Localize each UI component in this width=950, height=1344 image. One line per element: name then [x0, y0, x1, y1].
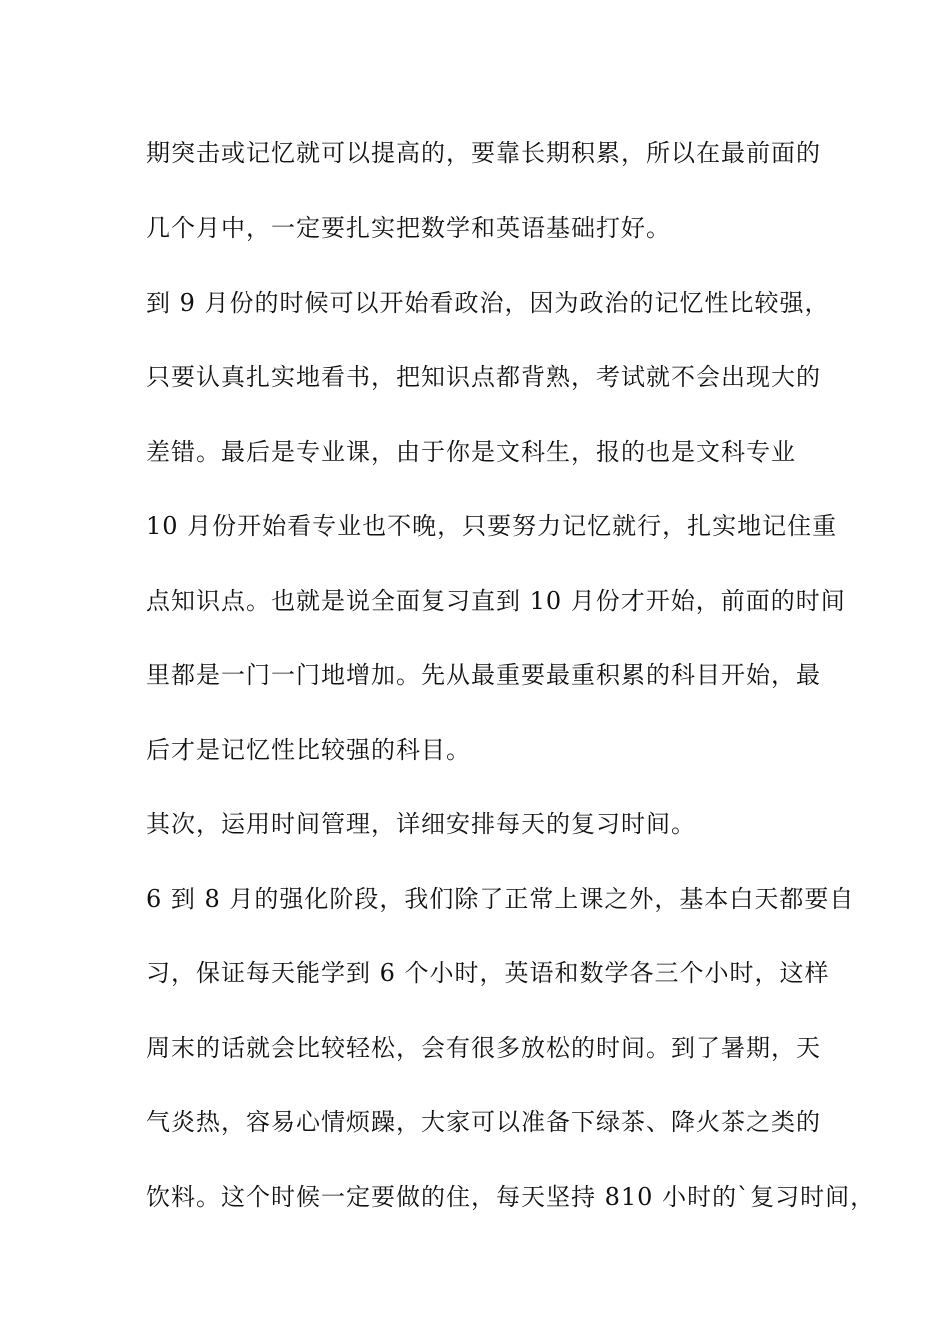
- text-line-12: 习，保证每天能学到 6 个小时，英语和数学各三个小时，这样: [146, 959, 830, 987]
- text-line-7: 点知识点。也就是说全面复习直到 10 月份才开始，前面的时间: [146, 587, 846, 615]
- text-line-15: 饮料。这个时候一定要做的住，每天坚持 810 小时的`复习时间，: [146, 1183, 876, 1211]
- text-line-3: 到 9 月份的时候可以开始看政治，因为政治的记忆性比较强，: [146, 289, 830, 317]
- text-line-10: 其次，运用时间管理，详细安排每天的复习时间。: [146, 810, 696, 838]
- text-line-2: 几个月中，一定要扎实把数学和英语基础打好。: [146, 214, 671, 242]
- text-line-9: 后才是记忆性比较强的科目。: [146, 736, 471, 764]
- text-line-4: 只要认真扎实地看书，把知识点都背熟，考试就不会出现大的: [146, 363, 821, 391]
- text-line-6: 10 月份开始看专业也不晚，只要努力记忆就行，扎实地记住重: [146, 512, 838, 540]
- text-line-8: 里都是一门一门地增加。先从最重要最重积累的科目开始，最: [146, 661, 821, 689]
- text-line-5: 差错。最后是专业课，由于你是文科生，报的也是文科专业: [146, 438, 796, 466]
- text-line-13: 周末的话就会比较轻松，会有很多放松的时间。到了暑期，天: [146, 1034, 821, 1062]
- text-line-11: 6 到 8 月的强化阶段，我们除了正常上课之外，基本白天都要自: [146, 885, 855, 913]
- text-line-14: 气炎热，容易心情烦躁，大家可以准备下绿茶、降火茶之类的: [146, 1108, 821, 1136]
- text-line-1: 期突击或记忆就可以提高的，要靠长期积累，所以在最前面的: [146, 139, 821, 167]
